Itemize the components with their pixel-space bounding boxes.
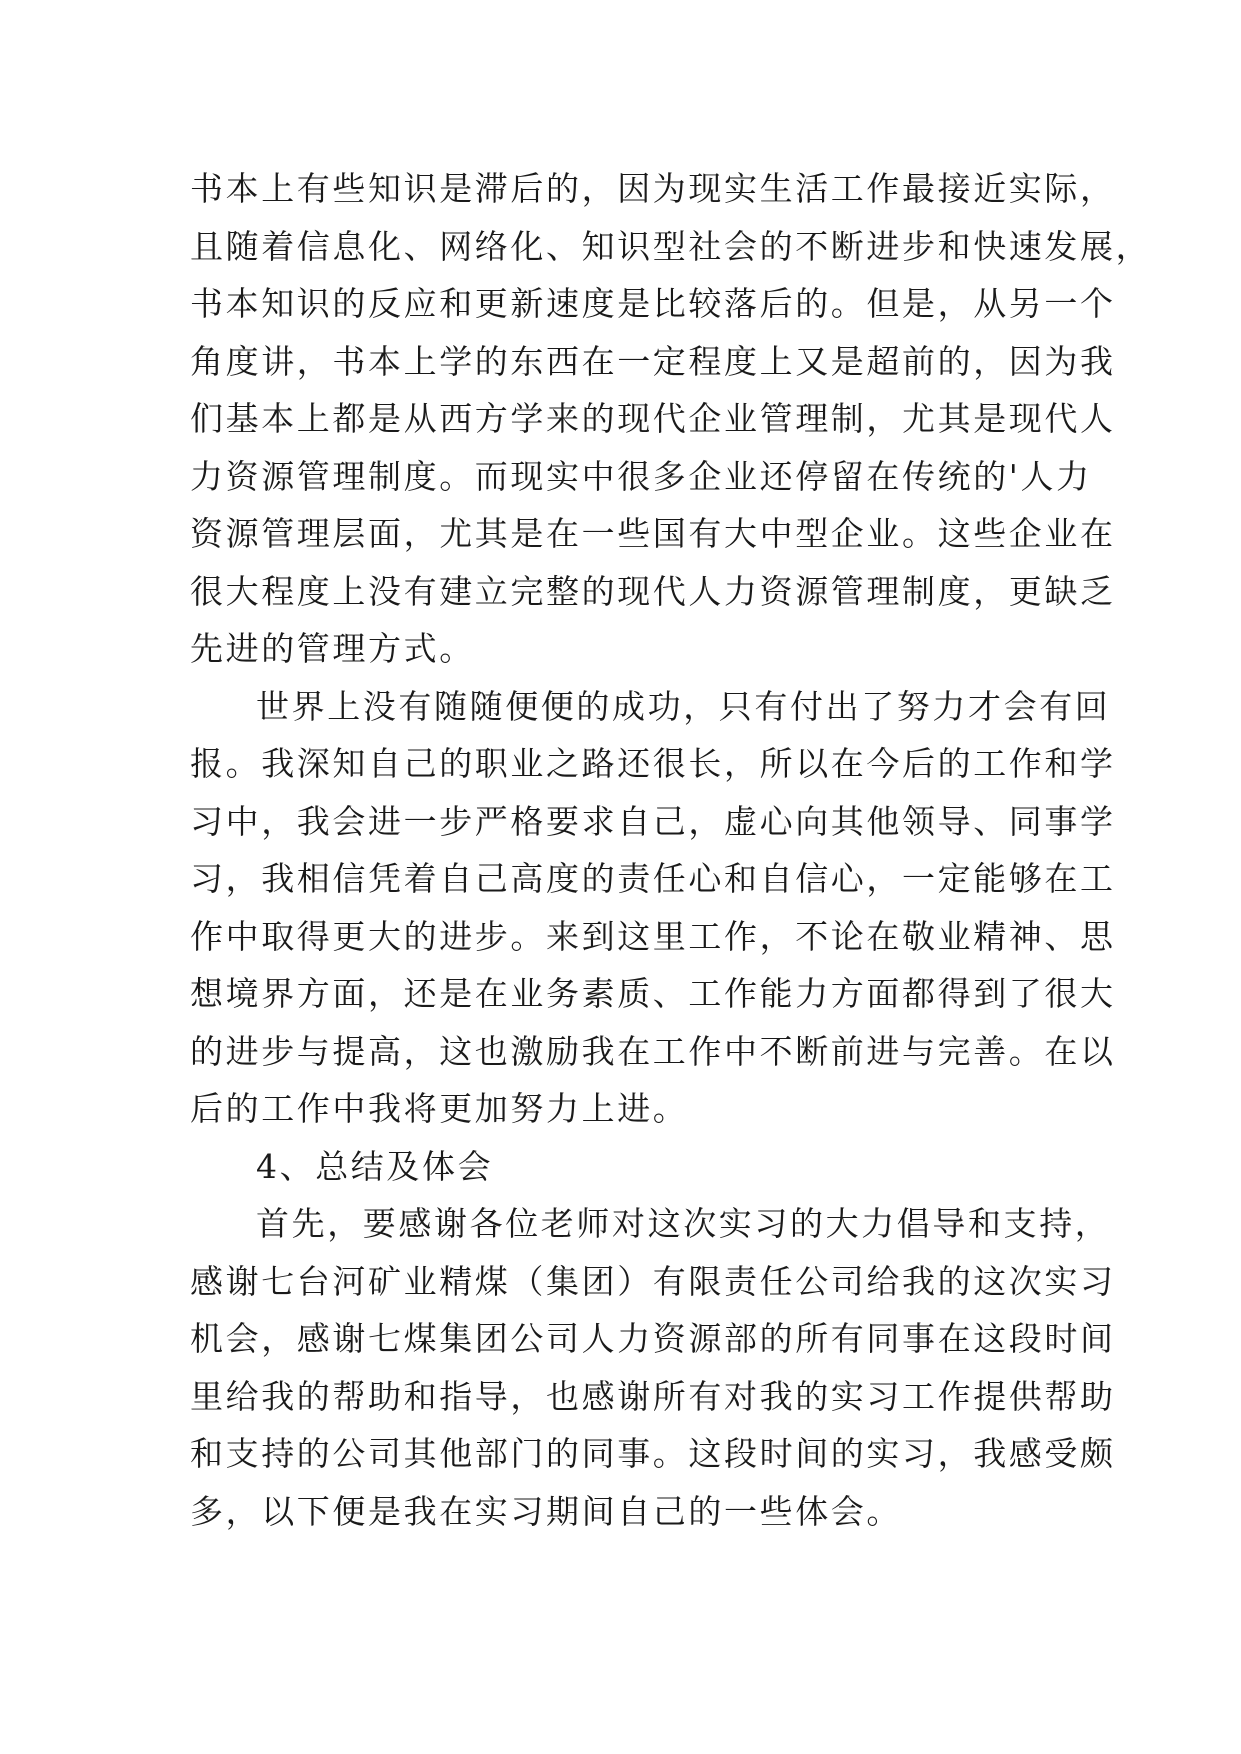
text-line: 角度讲，书本上学的东西在一定程度上又是超前的，因为我 — [190, 341, 1116, 381]
text-line: 里给我的帮助和指导，也感谢所有对我的实习工作提供帮助 — [190, 1376, 1116, 1416]
text-line: 资源管理层面，尤其是在一些国有大中型企业。这些企业在 — [190, 514, 1116, 553]
text-line: 习，我相信凭着自己高度的责任心和自信心，一定能够在工 — [190, 859, 1116, 898]
text-line: 的进步与提高，这也激励我在工作中不断前进与完善。在以 — [190, 1031, 1116, 1071]
text-line: 想境界方面，还是在业务素质、工作能力方面都得到了很大 — [190, 974, 1116, 1013]
text-line: 很大程度上没有建立完整的现代人力资源管理制度，更缺乏 — [190, 571, 1116, 611]
text-line: 报。我深知自己的职业之路还很长，所以在今后的工作和学 — [190, 744, 1116, 783]
text-line: 且随着信息化、网络化、知识型社会的不断进步和快速发展， — [190, 226, 1152, 266]
section-heading: 4、总结及体会 — [256, 1146, 494, 1186]
paragraph-first-line: 世界上没有随随便便的成功，只有付出了努力才会有回 — [256, 686, 1111, 726]
text-line: 机会，感谢七煤集团公司人力资源部的所有同事在这段时间 — [190, 1319, 1116, 1358]
text-line: 后的工作中我将更加努力上进。 — [190, 1089, 689, 1128]
document-body — [190, 160, 1152, 1540]
text-line: 作中取得更大的进步。来到这里工作，不论在敬业精神、思 — [190, 916, 1116, 956]
text-line: 多，以下便是我在实习期间自己的一些体会。 — [190, 1491, 902, 1531]
text-line: 感谢七台河矿业精煤（集团）有限责任公司给我的这次实习 — [190, 1261, 1116, 1301]
text-line: 和支持的公司其他部门的同事。这段时间的实习，我感受颇 — [190, 1434, 1116, 1473]
text-line: 力资源管理制度。而现实中很多企业还停留在传统的'人力 — [190, 456, 1092, 496]
text-line: 们基本上都是从西方学来的现代企业管理制，尤其是现代人 — [190, 399, 1116, 438]
text-line: 书本知识的反应和更新速度是比较落后的。但是，从另一个 — [190, 284, 1116, 323]
text-line: 习中，我会进一步严格要求自己，虚心向其他领导、同事学 — [190, 801, 1116, 841]
paragraph-first-line: 首先，要感谢各位老师对这次实习的大力倡导和支持， — [256, 1204, 1111, 1243]
text-line: 书本上有些知识是滞后的，因为现实生活工作最接近实际， — [190, 169, 1116, 208]
text-line: 先进的管理方式。 — [190, 629, 475, 668]
